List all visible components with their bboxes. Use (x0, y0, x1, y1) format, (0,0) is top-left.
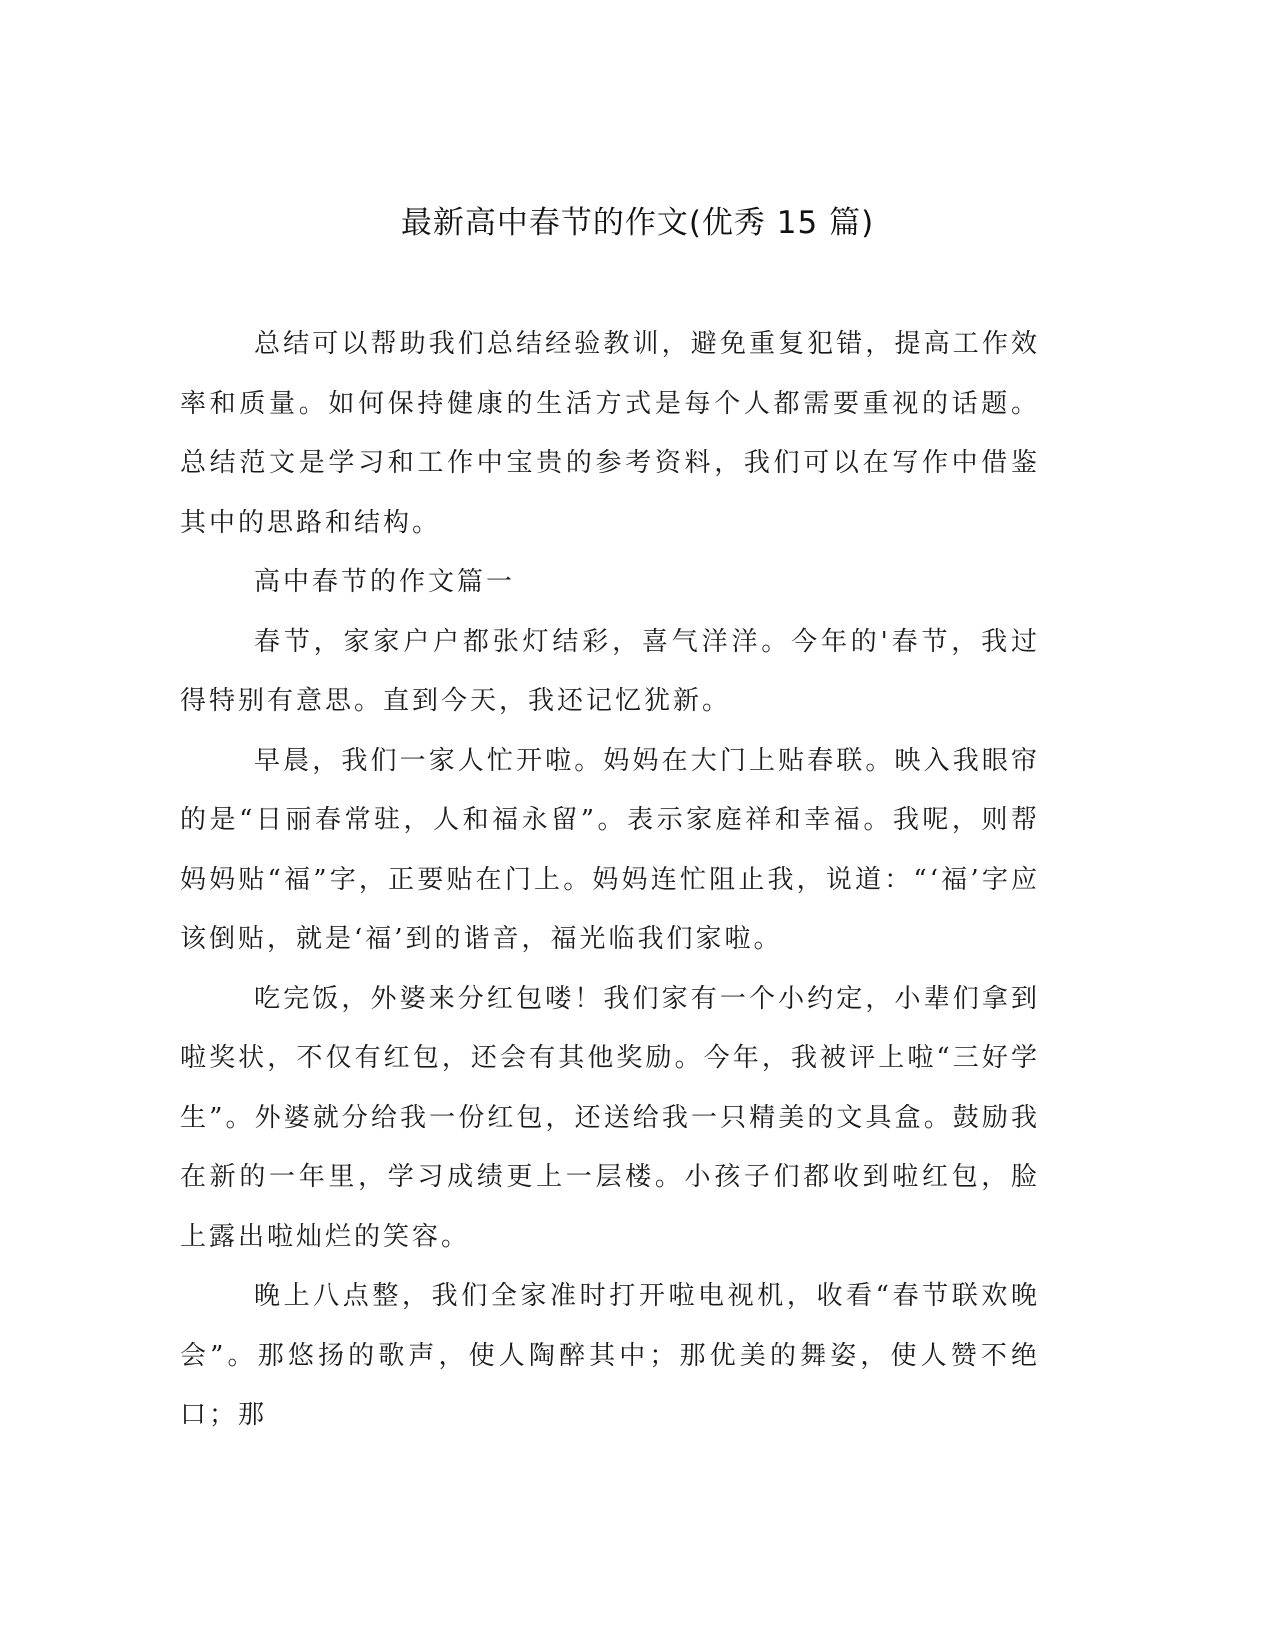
section-heading: 高中春节的作文篇一 (254, 567, 516, 597)
paragraph: 吃完饭，外婆来分红包喽！我们家有一个小约定，小辈们拿到啦奖状，不仅有红包，还会有其他奖励。今年，我被评上啦“三好学生”。外婆就分给我一份红包，还送给我一只精美的文具盒。鼓励我在新的一年里，学习成绩更上一层楼。小孩子们都收到啦红包，脸上露出啦灿烂的笑容。 (180, 983, 1040, 1252)
document-title: 最新高中春节的作文(优秀 15 篇) (400, 205, 875, 241)
paragraph: 晚上八点整，我们全家准时打开啦电视机，收看“春节联欢晚会”。那悠扬的歌声，使人陶醉其中；那优美的舞姿，使人赞不绝口；那 (180, 1281, 1040, 1430)
document-body (180, 315, 1040, 1446)
paragraph: 春节，家家户户都张灯结彩，喜气洋洋。今年的'春节，我过得特别有意思。直到今天，我还记忆犹新。 (180, 626, 1040, 716)
paragraph-intro: 总结可以帮助我们总结经验教训，避免重复犯错，提高工作效率和质量。如何保持健康的生活方式是每个人都需要重视的话题。总结范文是学习和工作中宝贵的参考资料，我们可以在写作中借鉴其中的思路和结构。 (180, 329, 1040, 538)
paragraph: 早晨，我们一家人忙开啦。妈妈在大门上贴春联。映入我眼帘的是“日丽春常驻，人和福永留”。表示家庭祥和幸福。我呢，则帮妈妈贴“福”字，正要贴在门上。妈妈连忙阻止我，说道：“‘福’字应该倒贴，就是‘福’到的谐音，福光临我们家啦。 (180, 745, 1040, 954)
